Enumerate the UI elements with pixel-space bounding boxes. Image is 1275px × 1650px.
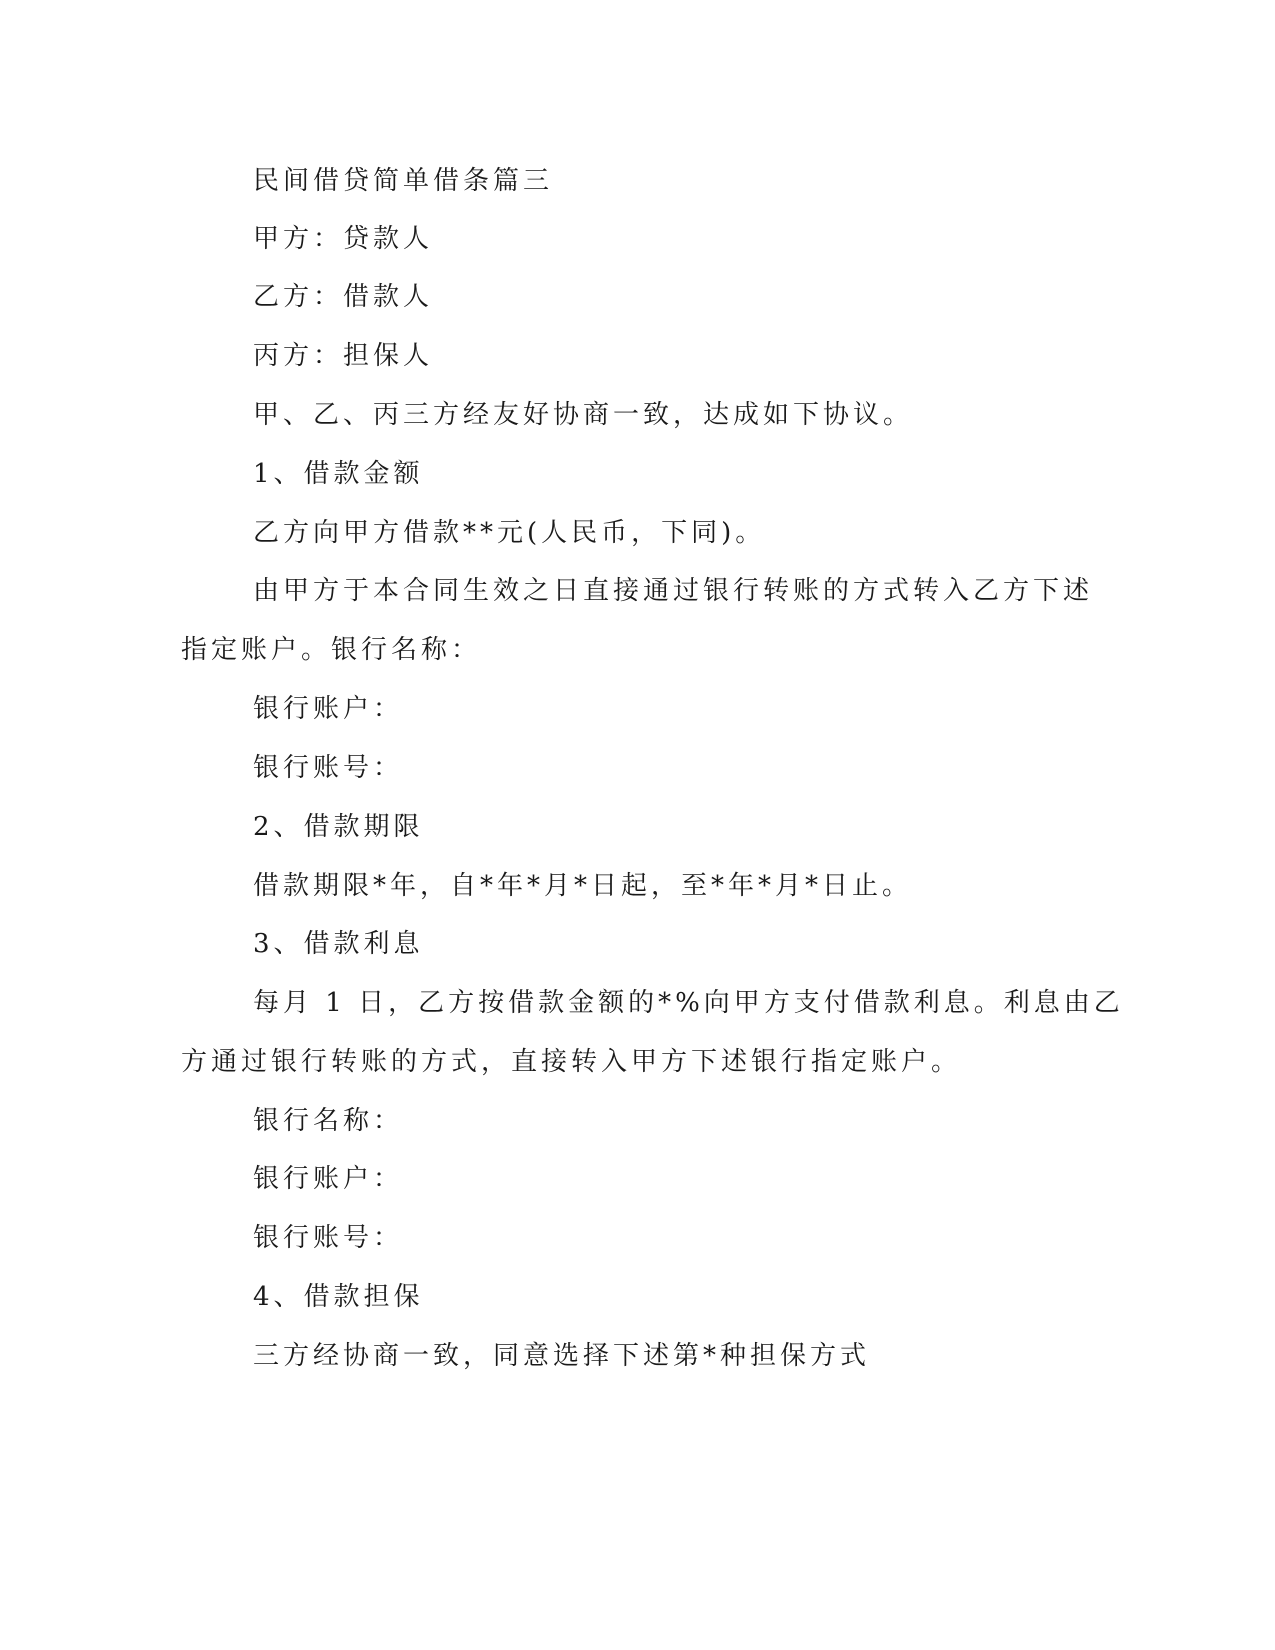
transfer-paragraph-line: 指定账户。银行名称： (181, 635, 482, 665)
party-c-line: 丙方：担保人 (253, 341, 434, 371)
interest-paragraph-line: 每月 1 日，乙方按借款金额的*%向甲方支付借款利息。利息由乙 (253, 988, 1124, 1018)
bank-account-number-field: 银行账号： (253, 753, 404, 783)
party-a-line: 甲方：贷款人 (253, 224, 434, 254)
section-2-heading: 2、借款期限 (253, 812, 424, 842)
section-4-heading: 4、借款担保 (253, 1282, 424, 1312)
section-3-heading: 3、借款利息 (253, 929, 424, 959)
party-b-line: 乙方：借款人 (253, 282, 434, 312)
bank-name-field: 银行名称： (253, 1106, 404, 1136)
bank-account-name-field: 银行账户： (253, 694, 404, 724)
loan-term-paragraph: 借款期限*年，自*年*月*日起，至*年*月*日止。 (253, 871, 913, 901)
intro-paragraph: 甲、乙、丙三方经友好协商一致，达成如下协议。 (253, 400, 914, 430)
bank-account-number-field: 银行账号： (253, 1223, 404, 1253)
interest-paragraph-line: 方通过银行转账的方式，直接转入甲方下述银行指定账户。 (181, 1047, 962, 1077)
loan-amount-paragraph: 乙方向甲方借款**元(人民币，下同)。 (253, 518, 766, 548)
bank-account-name-field: 银行账户： (253, 1164, 404, 1194)
guarantee-paragraph: 三方经协商一致，同意选择下述第*种担保方式 (253, 1341, 871, 1371)
transfer-paragraph-line: 由甲方于本合同生效之日直接通过银行转账的方式转入乙方下述 (253, 576, 1094, 606)
document-title: 民间借贷简单借条篇三 (253, 166, 554, 196)
section-1-heading: 1、借款金额 (253, 459, 424, 489)
